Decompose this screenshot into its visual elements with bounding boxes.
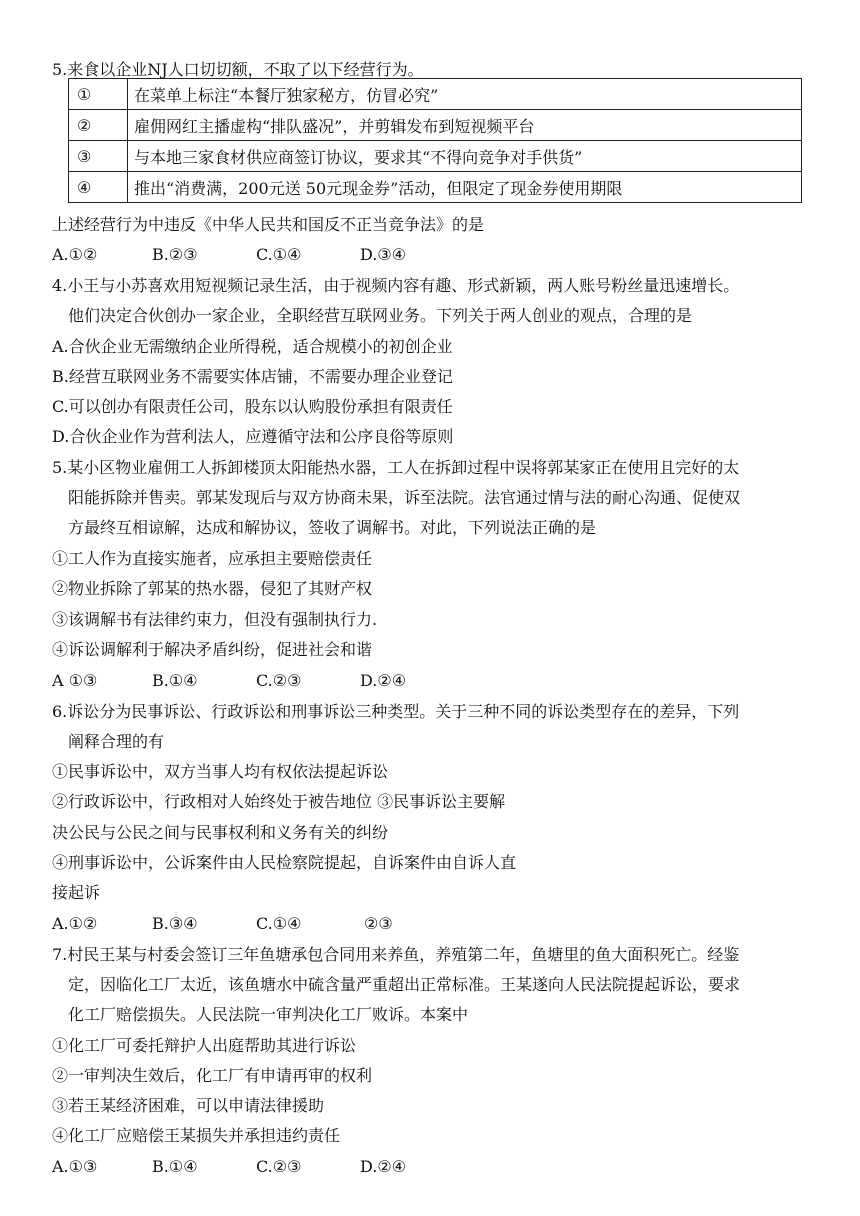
table-cell-number: ①: [69, 79, 128, 110]
option-a: A.合伙企业无需缴纳企业所得税，适合规模小的初创企业: [52, 337, 453, 356]
table-row: [69, 79, 802, 110]
statement-item: ①工人作为直接实施者，应承担主要赔偿责任: [52, 549, 373, 568]
question-5-stem-line: 方最终互相谅解，达成和解协议，签收了调解书。对此，下列说法正确的是: [68, 518, 597, 537]
option-b: B.②③: [152, 245, 198, 264]
statement-item: ①民事诉讼中，双方当事人均有权依法提起诉讼: [52, 762, 389, 781]
question-4-stem-line: 他们决定合伙创办一家企业，全职经营互联网业务。下列关于两人创业的观点，合理的是: [68, 306, 693, 325]
option-d: D.合伙企业作为营利法人，应遵循守法和公序良俗等原则: [52, 427, 454, 446]
option-d: D.②④: [360, 1157, 407, 1176]
option-b: B.经营互联网业务不需要实体店铺，不需要办理企业登记: [52, 367, 453, 386]
option-c: C.①④: [256, 245, 302, 264]
table-cell-text: 雇佣网红主播虚构“排队盛况”，并剪辑发布到短视频平台: [128, 110, 802, 141]
behavior-table: [68, 78, 802, 203]
question-5-stem-line: 阳能拆除并售卖。郭某发现后与双方协商未果，诉至法院。法官通过情与法的耐心沟通、促使双: [68, 488, 741, 507]
option-a: A ①③: [52, 671, 98, 690]
option-a: A.①②: [52, 245, 98, 264]
table-cell-number: ③: [69, 141, 128, 172]
table-cell-number: ④: [69, 172, 128, 203]
option-b: B.①④: [152, 1157, 198, 1176]
option-c: C.可以创办有限责任公司，股东以认购股份承担有限责任: [52, 397, 453, 416]
statement-item: ①化工厂可委托辩护人出庭帮助其进行诉讼: [52, 1036, 357, 1055]
option-a: A.①②: [52, 914, 98, 933]
question-6-stem-line: 6.诉讼分为民事诉讼、行政诉讼和刑事诉讼三种类型。关于三种不同的诉讼类型存在的差异，下列: [52, 702, 740, 721]
option-c: C.②③: [256, 1157, 302, 1176]
question-7-stem-line: 化工厂赔偿损失。人民法院一审判决化工厂败诉。本案中: [68, 1005, 469, 1024]
table-cell-number: ②: [69, 110, 128, 141]
statement-item: ④诉讼调解利于解决矛盾纠纷，促进社会和谐: [52, 640, 373, 659]
question-6-stem-line: 阐释合理的有: [68, 732, 165, 751]
table-row: [69, 110, 802, 141]
statement-item: 接起诉: [52, 883, 101, 902]
table-cell-text: 在菜单上标注“本餐厅独家秘方，仿冒必究”: [128, 79, 802, 110]
question-5-stem-line: 5.某小区物业雇佣工人拆卸楼顶太阳能热水器，工人在拆卸过程中误将郭某家正在使用且完好的太: [52, 458, 740, 477]
option-b: B.③④: [152, 914, 198, 933]
option-b: B.①④: [152, 671, 198, 690]
question-7-stem-line: 7.村民王某与村委会签订三年鱼塘承包合同用来养鱼，养殖第二年，鱼塘里的鱼大面积死亡。经鉴: [52, 945, 740, 964]
question-4-stem-line: 4.小王与小苏喜欢用短视频记录生活，由于视频内容有趣、形式新颖，两人账号粉丝量迅速增长。: [52, 276, 740, 295]
table-row: [69, 141, 802, 172]
question-stem: 5.来食以企业NJ人口切切额，不取了以下经营行为。: [52, 60, 424, 79]
statement-item: ②物业拆除了郭某的热水器，侵犯了其财产权: [52, 579, 373, 598]
statement-item: ②一审判决生效后，化工厂有申请再审的权利: [52, 1066, 373, 1085]
option-c: C.①④: [256, 914, 302, 933]
option-d: D.②④: [360, 671, 407, 690]
table-cell-text: 推出“消费满，200元送 50元现金券”活动，但限定了现金券使用期限: [128, 172, 802, 203]
question-7-stem-line: 定，因临化工厂太近，该鱼塘水中硫含量严重超出正常标准。王某遂向人民法院提起诉讼，要求: [68, 975, 741, 994]
option-d: D.③④: [360, 245, 407, 264]
option-a: A.①③: [52, 1157, 98, 1176]
statement-item: ③该调解书有法律约束力，但没有强制执行力.: [52, 610, 378, 629]
option-c: C.②③: [256, 671, 302, 690]
table-cell-text: 与本地三家食材供应商签订协议，要求其“不得向竞争对手供货”: [128, 141, 802, 172]
statement-item: ④化工厂应赔偿王某损失并承担违约责任: [52, 1126, 341, 1145]
question-text: 上述经营行为中违反《中华人民共和国反不正当竞争法》的是: [52, 215, 485, 234]
option-d: ②③: [364, 914, 393, 933]
statement-item: ③若王某经济困难，可以申请法律援助: [52, 1096, 325, 1115]
statement-item: 决公民与公民之间与民事权利和义务有关的纠纷: [52, 823, 389, 842]
statement-item: ②行政诉讼中，行政相对人始终处于被告地位 ③民事诉讼主要解: [52, 792, 506, 811]
table-row: [69, 172, 802, 203]
statement-item: ④刑事诉讼中，公诉案件由人民检察院提起，自诉案件由自诉人直: [52, 853, 517, 872]
